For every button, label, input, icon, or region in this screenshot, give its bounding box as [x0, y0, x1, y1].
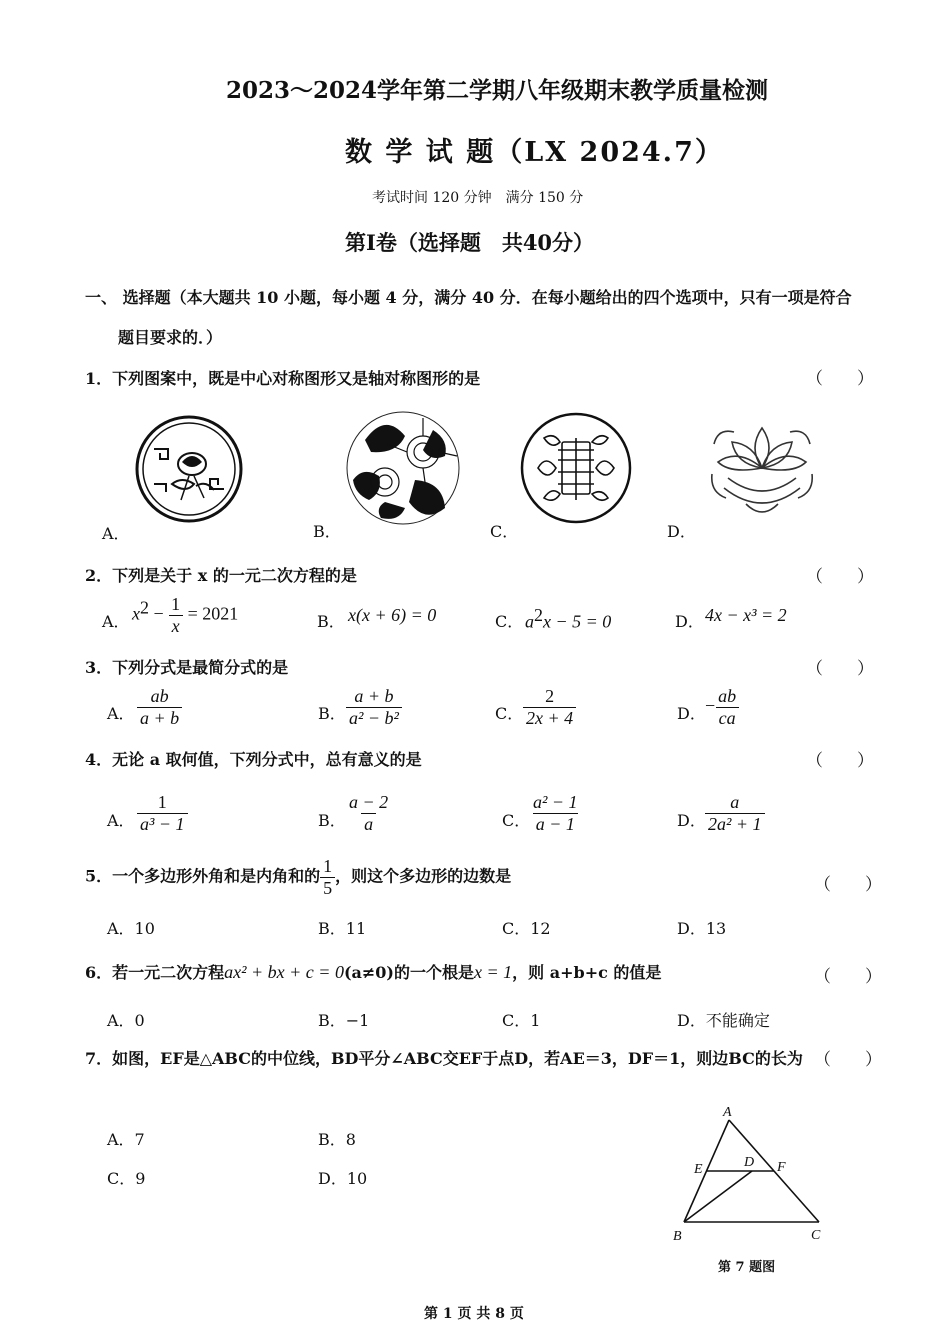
lotus-emblem-icon [706, 414, 818, 522]
longevity-emblem-icon [520, 412, 632, 524]
q7-stem: 7．如图，EF是△ABC的中位线，BD平分∠ABC交EF于点D，若AE＝3，DF＝1，则边BC的长为 [85, 1049, 803, 1068]
figure-label-f: F [777, 1160, 786, 1175]
section-instructions-line1: 一、 选择题（本大题共 10 小题，每小题 4 分，满分 40 分．在每小题给出的四个选项中，只有一项是符合 [85, 288, 852, 307]
q6-stem-post: ，则 a+b+c 的值是 [512, 963, 662, 982]
q3-option-c [523, 686, 576, 728]
q5-option-d: D．13 [677, 919, 727, 938]
q6-equation: ax² + bx + c = 0 [224, 962, 344, 982]
q6-option-b: B．−1 [318, 1011, 370, 1030]
q1-stem: 1．下列图案中，既是中心对称图形又是轴对称图形的是 [85, 369, 481, 388]
q2-option-a-label: A． [102, 612, 130, 631]
q3-b-denominator: a² − b² [346, 707, 402, 729]
section-instructions-line2: 题目要求的．） [118, 328, 223, 347]
figure-label-c: C [811, 1228, 821, 1243]
q5-option-a: A．10 [107, 919, 155, 938]
q4-option-b [346, 792, 391, 834]
q5-option-c: C．12 [502, 919, 551, 938]
q4-stem: 4．无论 a 取何值，下列分式中，总有意义的是 [85, 750, 422, 769]
q4-b-denominator: a [361, 813, 376, 835]
q1-option-c-label: C． [490, 522, 519, 541]
q3-option-a [137, 686, 182, 728]
q6-root: x = 1 [474, 962, 513, 982]
q6-answer-paren: （ ） [814, 967, 882, 987]
q4-option-a-label: A． [107, 811, 135, 830]
q1-option-a-label: A． [102, 524, 130, 543]
chrysanthemum-emblem-icon [345, 410, 461, 526]
q2-option-d: 4x − x³ = 2 [705, 605, 787, 625]
q2-option-b-label: B． [317, 612, 345, 631]
q1-option-b-label: B． [313, 522, 341, 541]
q3-a-numerator: ab [150, 686, 169, 706]
figure-label-e: E [694, 1162, 703, 1177]
q4-d-denominator: 2a² + 1 [705, 813, 765, 835]
q5-option-b: B．11 [318, 919, 367, 938]
q4-c-numerator: a² − 1 [533, 792, 578, 812]
q2-option-c: $a^2x - 5 = 0$ [525, 605, 612, 632]
q1-answer-paren: （ ） [806, 369, 874, 389]
q6-stem-mid: (a≠0)的一个根是 [343, 963, 475, 982]
q3-option-b-label: B． [318, 704, 346, 723]
exam-info: 考试时间 120 分钟 满分 150 分 [372, 190, 584, 206]
q3-d-denominator: ca [716, 707, 739, 729]
q3-option-b [346, 686, 402, 728]
q5-stem-numerator: 1 [323, 856, 333, 876]
figure-label-b: B [673, 1229, 682, 1244]
q2-option-b: x(x + 6) = 0 [348, 605, 437, 625]
q3-option-c-label: C． [495, 704, 524, 723]
q3-stem: 3．下列分式是最简分式的是 [85, 658, 289, 677]
q7-option-c: C．9 [107, 1169, 146, 1188]
q2-stem: 2．下列是关于 x 的一元二次方程的是 [85, 566, 357, 585]
q2-option-c-label: C． [495, 612, 524, 631]
q5-stem-post: ，则这个多边形的边数是 [335, 866, 512, 886]
q5-stem-denominator: 5 [320, 877, 335, 899]
q5-stem [85, 856, 511, 898]
q4-a-numerator: 1 [157, 792, 167, 812]
q6-option-d: D．不能确定 [677, 1011, 770, 1030]
q3-option-d: − $\frac{ab}{ca}$ [705, 686, 739, 728]
q3-d-numerator: ab [718, 686, 737, 706]
q4-option-b-label: B． [318, 811, 346, 830]
q4-option-c [530, 792, 581, 834]
q4-answer-paren: （ ） [806, 751, 874, 771]
q4-d-numerator: a [730, 792, 740, 812]
q4-option-a [137, 792, 188, 834]
q4-option-d-label: D． [677, 811, 706, 830]
exam-title: 2023～2024学年第二学期八年级期末教学质量检测 [226, 77, 769, 104]
q3-b-numerator: a + b [354, 686, 394, 706]
page-footer: 第 1 页 共 8 页 [424, 1306, 524, 1322]
q3-option-a-label: A． [107, 704, 135, 723]
q7-option-b: B．8 [318, 1130, 356, 1149]
q2-option-a: $x^2$ − $\frac{1}{x}$ = 2021 [132, 594, 239, 636]
q2-option-c-text: x − 5 = 0 [543, 611, 612, 632]
q4-a-denominator: a³ − 1 [137, 813, 188, 835]
figure-label-d: D [744, 1155, 755, 1170]
q6-stem-pre: 6．若一元二次方程 [85, 963, 225, 982]
q5-stem-pre: 5．一个多边形外角和是内角和的 [85, 866, 321, 886]
q4-c-denominator: a − 1 [533, 813, 578, 835]
q2-answer-paren: （ ） [806, 567, 874, 587]
q3-a-denominator: a + b [137, 707, 182, 729]
q7-triangle-figure [664, 1098, 834, 1248]
q3-c-denominator: 2x + 4 [523, 707, 576, 729]
q7-option-d: D．10 [318, 1169, 368, 1188]
q6-option-c: C．1 [502, 1011, 541, 1030]
q5-answer-paren: （ ） [814, 875, 882, 895]
q6-stem [85, 960, 661, 983]
q7-figure-caption: 第 7 题图 [718, 1260, 776, 1275]
q7-option-a: A．7 [107, 1130, 145, 1149]
q1-option-d-label: D． [667, 522, 696, 541]
figure-label-a: A [723, 1105, 732, 1120]
q3-answer-paren: （ ） [806, 659, 874, 679]
volume-title: 第Ⅰ卷（选择题 共40分） [345, 230, 595, 255]
q7-answer-paren: （ ） [814, 1050, 882, 1070]
q6-option-a: A．0 [107, 1011, 145, 1030]
subject-title: 数 学 试 题（LX 2024.7） [345, 137, 724, 168]
q3-c-numerator: 2 [545, 686, 555, 706]
q2-option-a-tail: = 2021 [183, 603, 239, 624]
q4-option-d [705, 792, 765, 834]
q4-option-c-label: C． [502, 811, 531, 830]
q3-option-d-label: D． [677, 704, 706, 723]
q2-option-d-label: D． [675, 612, 704, 631]
peony-emblem-icon [134, 414, 244, 524]
q2-option-a-fraction: $\frac{1}{x}$ [168, 594, 183, 636]
q4-b-numerator: a − 2 [349, 792, 389, 812]
